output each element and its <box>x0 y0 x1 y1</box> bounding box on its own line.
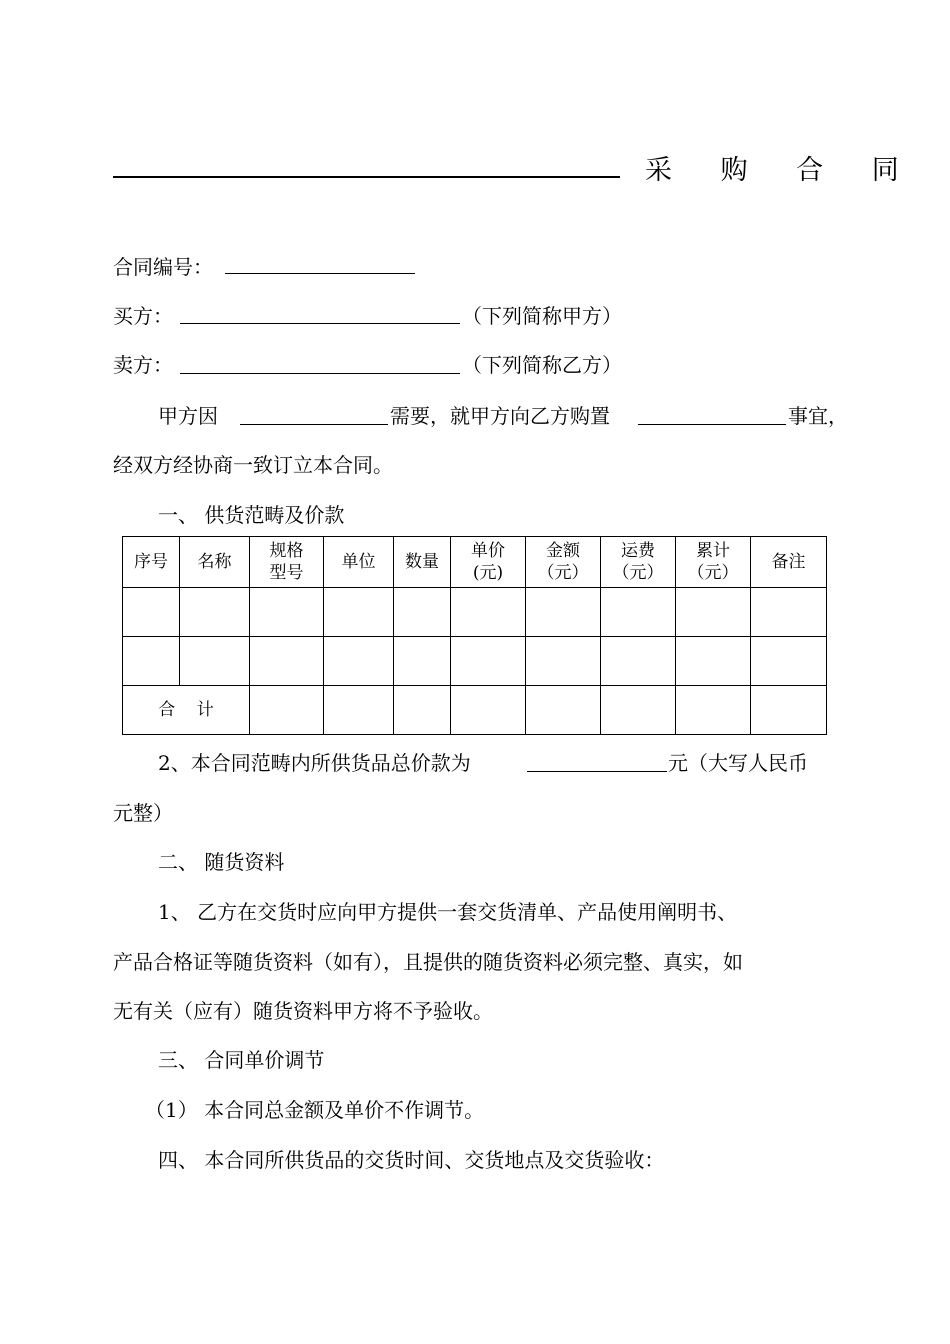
table-cell[interactable] <box>451 588 526 637</box>
table-cell[interactable] <box>394 588 451 637</box>
table-header-cell: 名称 <box>180 537 250 588</box>
table-cell[interactable] <box>394 637 451 686</box>
document-title: 采 购 合 同 <box>645 155 919 186</box>
table-cell[interactable] <box>451 686 526 735</box>
table-cell[interactable] <box>676 588 751 637</box>
table-cell[interactable] <box>601 686 676 735</box>
total-price-text-line2: 元整） <box>113 801 173 825</box>
intro-text-2: 需要，就甲方向乙方购置 <box>390 404 610 428</box>
intro-text-3: 事宜， <box>788 404 848 428</box>
total-label: 合 计 <box>123 686 250 735</box>
intro-text-line2: 经双方经协商一致订立本合同。 <box>113 453 393 477</box>
buyer-suffix: （下列简称甲方） <box>462 304 622 328</box>
table-cell[interactable] <box>250 637 324 686</box>
reason-blank[interactable] <box>240 424 388 425</box>
contract-number-label: 合同编号： <box>113 255 213 279</box>
total-price-blank[interactable] <box>527 771 667 772</box>
table-cell[interactable] <box>250 686 324 735</box>
table-header-cell: 规格 型号 <box>250 537 324 588</box>
buyer-blank[interactable] <box>180 323 460 324</box>
table-cell[interactable] <box>324 686 394 735</box>
section2-item1-line3: 无有关（应有）随货资料甲方将不予验收。 <box>113 999 493 1023</box>
seller-blank[interactable] <box>180 373 460 374</box>
buyer-label: 买方： <box>113 304 173 328</box>
section2-heading: 二、 随货资料 <box>158 850 285 874</box>
table-header-cell: 单价 (元) <box>451 537 526 588</box>
table-cell[interactable] <box>526 637 601 686</box>
goods-table <box>122 536 827 735</box>
table-cell[interactable] <box>123 588 180 637</box>
table-cell[interactable] <box>601 588 676 637</box>
total-price-text-1: 2、本合同范畴内所供货品总价款为 <box>158 751 471 775</box>
section2-item1-line1: 1、 乙方在交货时应向甲方提供一套交货清单、产品使用阐明书、 <box>158 900 738 924</box>
table-cell[interactable] <box>601 637 676 686</box>
table-cell[interactable] <box>751 686 827 735</box>
table-cell[interactable] <box>751 637 827 686</box>
table-cell[interactable] <box>324 588 394 637</box>
section3-heading: 三、 合同单价调节 <box>158 1048 325 1072</box>
title-underline <box>113 176 620 178</box>
table-header-cell: 序号 <box>123 537 180 588</box>
seller-suffix: （下列简称乙方） <box>462 353 622 377</box>
table-cell[interactable] <box>526 686 601 735</box>
table-total-row <box>123 686 827 735</box>
table-cell[interactable] <box>676 637 751 686</box>
table-cell[interactable] <box>180 637 250 686</box>
section3-item1: （1） 本合同总金额及单价不作调节。 <box>145 1098 485 1122</box>
table-row <box>123 637 827 686</box>
table-row <box>123 588 827 637</box>
table-header-cell: 数量 <box>394 537 451 588</box>
table-header-cell: 金额 （元） <box>526 537 601 588</box>
table-header-cell: 累计 （元） <box>676 537 751 588</box>
table-header-cell: 单位 <box>324 537 394 588</box>
table-cell[interactable] <box>526 588 601 637</box>
table-cell[interactable] <box>751 588 827 637</box>
table-cell[interactable] <box>451 637 526 686</box>
table-header-cell: 备注 <box>751 537 827 588</box>
section1-heading: 一、 供货范畴及价款 <box>158 503 345 527</box>
intro-text-1: 甲方因 <box>158 404 218 428</box>
table-cell[interactable] <box>180 588 250 637</box>
section4-heading: 四、 本合同所供货品的交货时间、交货地点及交货验收： <box>158 1148 665 1172</box>
seller-label: 卖方： <box>113 353 173 377</box>
table-cell[interactable] <box>123 637 180 686</box>
section2-item1-line2: 产品合格证等随货资料（如有），且提供的随货资料必须完整、真实，如 <box>113 950 743 974</box>
table-cell[interactable] <box>250 588 324 637</box>
total-price-text-2: 元（大写人民币 <box>668 751 808 775</box>
purchase-item-blank[interactable] <box>638 424 786 425</box>
table-header-row <box>123 537 827 588</box>
table-cell[interactable] <box>394 686 451 735</box>
table-header-cell: 运费 （元） <box>601 537 676 588</box>
contract-number-blank[interactable] <box>225 273 415 274</box>
table-cell[interactable] <box>324 637 394 686</box>
table-cell[interactable] <box>676 686 751 735</box>
